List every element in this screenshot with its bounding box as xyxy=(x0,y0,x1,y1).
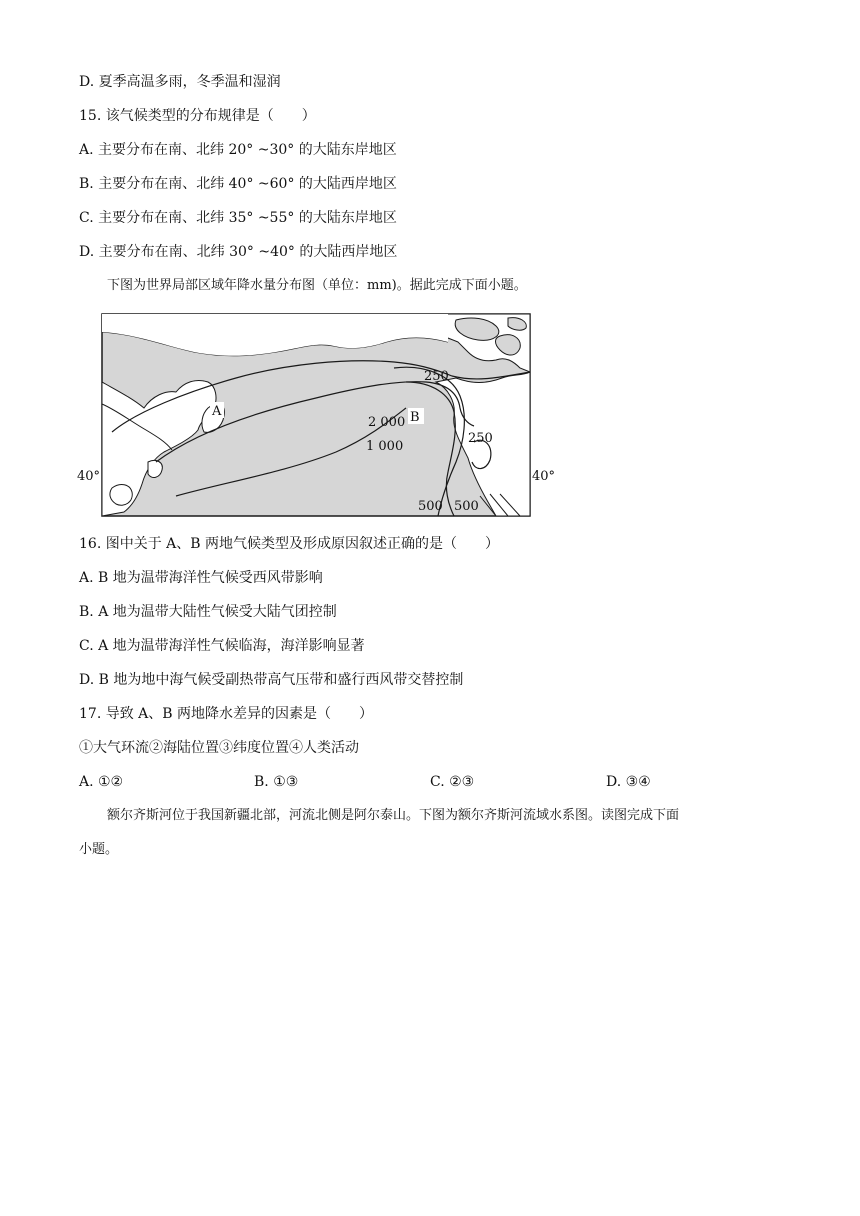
q15-option-a: A. 主要分布在南、北纬 20° ~30° 的大陆东岸地区 xyxy=(79,142,397,158)
q15-stem: 15. 该气候类型的分布规律是（ ） xyxy=(79,108,316,124)
isohyet-label-250-top: 250 xyxy=(424,369,449,384)
q17-option-a: A. ①② xyxy=(79,774,124,790)
label-a: A xyxy=(212,404,222,419)
q17-option-d: D. ③④ xyxy=(606,774,651,790)
map-intro: 下图为世界局部区域年降水量分布图（单位：mm)。据此完成下面小题。 xyxy=(107,278,527,293)
latitude-label-left: 40° xyxy=(77,469,101,484)
isohyet-label-250-right: 250 xyxy=(468,431,493,446)
q16-option-c: C. A 地为温带海洋性气候临海，海洋影响显著 xyxy=(79,638,365,654)
q15-option-b: B. 主要分布在南、北纬 40° ~60° 的大陆西岸地区 xyxy=(79,176,397,192)
q15-option-d: D. 主要分布在南、北纬 30° ~40° 的大陆西岸地区 xyxy=(79,244,398,260)
isohyet-label-500-right: 500 xyxy=(454,499,479,514)
q14-option-d: D. 夏季高温多雨，冬季温和湿润 xyxy=(79,74,281,90)
river-intro-line-2: 小题。 xyxy=(79,842,119,857)
q15-option-c: C. 主要分布在南、北纬 35° ~55° 的大陆东岸地区 xyxy=(79,210,397,226)
label-b: B xyxy=(410,410,420,425)
precipitation-map xyxy=(76,312,556,518)
q17-stem: 17. 导致 A、B 两地降水差异的因素是（ ） xyxy=(79,706,374,722)
island-sw xyxy=(110,485,132,506)
q16-option-d: D. B 地为地中海气候受副热带高气压带和盛行西风带交替控制 xyxy=(79,672,464,688)
isohyet-label-2000: 2 000 xyxy=(368,415,406,430)
isohyet-label-500-left: 500 xyxy=(418,499,443,514)
isohyet-label-1000: 1 000 xyxy=(366,439,404,454)
q17-option-c: C. ②③ xyxy=(430,774,475,790)
q16-option-a: A. B 地为温带海洋性气候受西风带影响 xyxy=(79,570,323,586)
latitude-label-right: 40° xyxy=(532,469,556,484)
q17-factors: ①大气环流②海陆位置③纬度位置④人类活动 xyxy=(79,740,359,756)
river-intro-line-1: 额尔齐斯河位于我国新疆北部，河流北侧是阿尔泰山。下图为额尔齐斯河流域水系图。读图完成下面 xyxy=(107,808,680,823)
q17-option-b: B. ①③ xyxy=(254,774,299,790)
q16-option-b: B. A 地为温带大陆性气候受大陆气团控制 xyxy=(79,604,337,620)
island-west xyxy=(148,460,162,477)
q16-stem: 16. 图中关于 A、B 两地气候类型及形成原因叙述正确的是（ ） xyxy=(79,536,500,552)
